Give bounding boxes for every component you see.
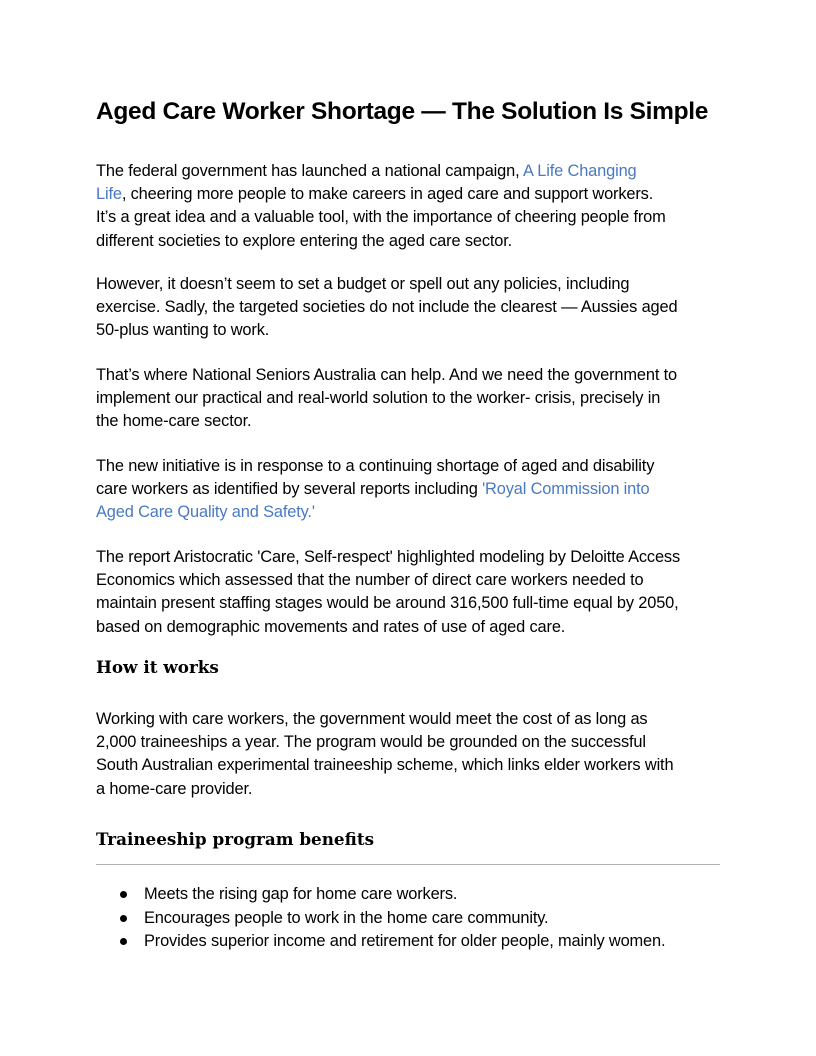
paragraph-line: 2,000 traineeships a year. The program would be grounded on the successful — [96, 733, 646, 752]
paragraph-report — [96, 546, 720, 639]
campaign-link[interactable]: A Life Changing — [523, 162, 637, 180]
list-item — [96, 907, 720, 931]
paragraph-national-seniors — [96, 364, 720, 434]
paragraph-line — [96, 478, 720, 501]
paragraph-line: implement our practical and real-world solution to the worker- crisis, precisely in — [96, 389, 661, 408]
list-item-text: Encourages people to work in the home care community. — [144, 908, 549, 927]
paragraph-budget — [96, 273, 720, 343]
text-run: , cheering more people to make careers in aged care and support workers. — [121, 185, 654, 204]
paragraph-line: exercise. Sadly, the targeted societies do not include the clearest — Aussies aged — [96, 298, 678, 317]
paragraph-line: the home-care sector. — [96, 412, 252, 431]
subheading-how-it-works: How it works — [96, 657, 219, 677]
text-run: care workers as identified by several reports including — [96, 480, 483, 499]
paragraph-line: The new initiative is in response to a continuing shortage of aged and disability — [96, 457, 655, 475]
list-item-text: Meets the rising gap for home care workers. — [144, 885, 458, 903]
paragraph-line: maintain present staffing stages would be around 316,500 full-time equal by 2050, — [96, 594, 679, 613]
paragraph-line — [96, 160, 720, 183]
paragraph-line: However, it doesn’t seem to set a budget or spell out any policies, including — [96, 275, 630, 293]
page-title: Aged Care Worker Shortage — The Solution Is Simple — [96, 98, 709, 125]
paragraph-line: South Australian experimental traineeship scheme, which links elder workers with — [96, 756, 674, 775]
paragraph-line: 50-plus wanting to work. — [96, 321, 270, 340]
bullet-icon — [120, 891, 127, 898]
paragraph-how-it-works — [96, 708, 720, 801]
paragraph-initiative — [96, 455, 720, 525]
divider — [96, 864, 720, 865]
royal-commission-link[interactable]: 'Royal Commission into — [482, 480, 650, 499]
paragraph-line — [96, 501, 720, 524]
paragraph-line: Working with care workers, the government would meet the cost of as long as — [96, 710, 648, 728]
paragraph-line: different societies to explore entering the aged care sector. — [96, 231, 513, 250]
paragraph-line: It’s a great idea and a valuable tool, with the importance of cheering people from — [96, 208, 666, 227]
benefits-list — [96, 883, 720, 954]
paragraph-line: Economics which assessed that the number of direct care workers needed to — [96, 571, 644, 590]
list-item-text: Provides superior income and retirement for older people, mainly women. — [144, 932, 666, 951]
paragraph-line: a home-care provider. — [96, 779, 253, 798]
paragraph-line — [96, 183, 720, 206]
campaign-link-continued[interactable]: Life — [96, 185, 122, 204]
bullet-icon — [120, 938, 127, 945]
paragraph-line: based on demographic movements and rates of use of aged care. — [96, 617, 566, 636]
subheading-benefits: Traineeship program benefits — [96, 829, 375, 849]
royal-commission-link-continued[interactable]: Aged Care Quality and Safety.' — [96, 503, 315, 522]
list-item — [96, 883, 720, 907]
text-run: The federal government has launched a national campaign, — [96, 162, 524, 180]
paragraph-line: That’s where National Seniors Australia can help. And we need the government to — [96, 366, 678, 384]
bullet-icon — [120, 915, 127, 922]
list-item — [96, 930, 720, 954]
paragraph-intro — [96, 160, 720, 253]
paragraph-line: The report Aristocratic 'Care, Self-respect' highlighted modeling by Deloitte Access — [96, 548, 681, 566]
